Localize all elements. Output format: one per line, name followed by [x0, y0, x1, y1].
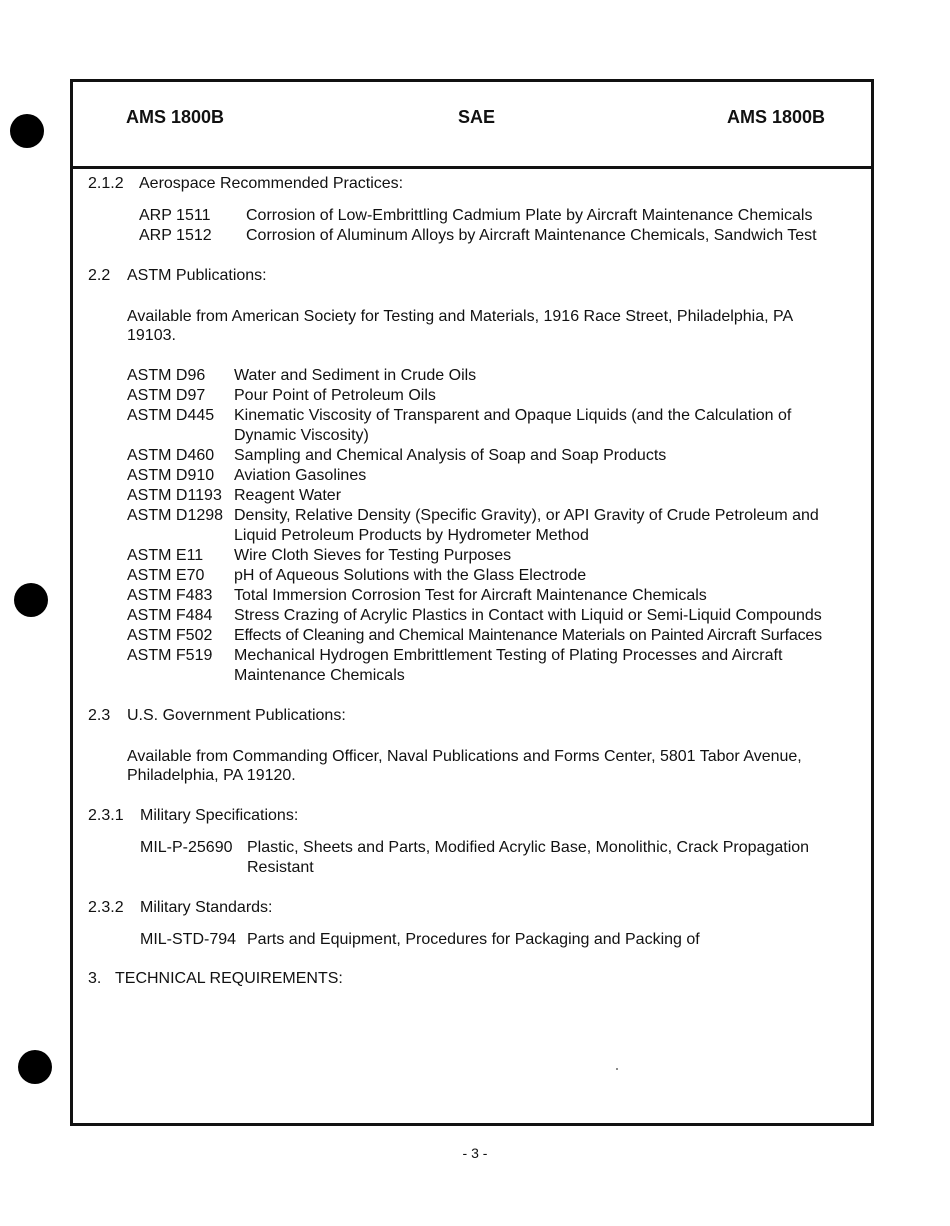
- mil-std-desc: Parts and Equipment, Procedures for Packaging and Packing of: [247, 931, 700, 948]
- section-2-3-2-title: Military Standards:: [140, 899, 273, 916]
- header-doc-id-left: AMS 1800B: [126, 107, 225, 127]
- section-2-3-title: U.S. Government Publications:: [127, 707, 346, 724]
- arp-code: ARP 1511: [139, 207, 211, 224]
- astm-availability-line2: 19103.: [127, 327, 176, 344]
- astm-code: ASTM F483: [127, 587, 213, 604]
- astm-desc: Aviation Gasolines: [234, 467, 367, 484]
- astm-desc: Total Immersion Corrosion Test for Aircraft Maintenance Chemicals: [234, 587, 707, 604]
- astm-code: ASTM D910: [127, 467, 215, 484]
- mil-spec-desc: Plastic, Sheets and Parts, Modified Acrylic Base, Monolithic, Crack Propagation: [247, 839, 810, 856]
- header-org: SAE: [458, 107, 496, 127]
- section-2-1-2-title: Aerospace Recommended Practices:: [139, 175, 404, 192]
- astm-code: ASTM E70: [127, 567, 205, 584]
- mil-spec-desc-continuation: Resistant: [247, 859, 314, 876]
- astm-code: ASTM D96: [127, 367, 206, 384]
- scan-speck: [616, 1068, 618, 1070]
- arp-desc: Corrosion of Low-Embrittling Cadmium Plate by Aircraft Maintenance Chemicals: [246, 207, 813, 224]
- astm-desc-continuation: Dynamic Viscosity): [234, 427, 369, 444]
- arp-desc: Corrosion of Aluminum Alloys by Aircraft Maintenance Chemicals, Sandwich Test: [246, 227, 817, 244]
- section-2-3-1-title: Military Specifications:: [140, 807, 299, 824]
- astm-desc: Pour Point of Petroleum Oils: [234, 387, 436, 404]
- mil-spec-code: MIL-P-25690: [140, 839, 233, 856]
- astm-desc-continuation: Liquid Petroleum Products by Hydrometer Method: [234, 527, 589, 544]
- astm-desc: Stress Crazing of Acrylic Plastics in Contact with Liquid or Semi-Liquid Compounds: [234, 607, 822, 624]
- astm-code: ASTM F519: [127, 647, 213, 664]
- astm-code: ASTM F502: [127, 627, 213, 644]
- header-doc-id-right: AMS 1800B: [727, 107, 826, 127]
- astm-desc: Kinematic Viscosity of Transparent and Opaque Liquids (and the Calculation of: [234, 407, 792, 424]
- binder-hole-bottom: [18, 1050, 52, 1084]
- mil-std-code: MIL-STD-794: [140, 931, 237, 948]
- astm-desc-continuation: Maintenance Chemicals: [234, 667, 405, 684]
- astm-code: ASTM D1298: [127, 507, 224, 524]
- astm-code: ASTM D445: [127, 407, 215, 424]
- section-2-3-1-number: 2.3.1: [88, 807, 124, 824]
- page-number: - 3 -: [462, 1145, 488, 1161]
- section-3-number: 3.: [88, 970, 102, 987]
- astm-desc: Mechanical Hydrogen Embrittlement Testing of Plating Processes and Aircraft: [234, 647, 783, 664]
- astm-desc: Effects of Cleaning and Chemical Maintenance Materials on Painted Aircraft Surfaces: [234, 627, 822, 644]
- astm-desc: pH of Aqueous Solutions with the Glass Electrode: [234, 567, 587, 584]
- astm-desc: Reagent Water: [234, 487, 342, 504]
- section-2-3-2-number: 2.3.2: [88, 899, 124, 916]
- section-2-2-title: ASTM Publications:: [127, 267, 267, 284]
- astm-code: ASTM D97: [127, 387, 206, 404]
- section-2-3-number: 2.3: [88, 707, 111, 724]
- page-header: [73, 82, 871, 169]
- astm-code: ASTM E11: [127, 547, 204, 564]
- astm-desc: Density, Relative Density (Specific Gravity), or API Gravity of Crude Petroleum and: [234, 507, 819, 524]
- astm-code: ASTM D460: [127, 447, 215, 464]
- binder-hole-top: [10, 114, 44, 148]
- gov-availability-line1: Available from Commanding Officer, Naval Publications and Forms Center, 5801 Tabor Avenue,: [127, 748, 802, 765]
- astm-code: ASTM D1193: [127, 487, 222, 504]
- astm-availability-line1: Available from American Society for Testing and Materials, 1916 Race Street, Philadelphia, PA: [127, 308, 794, 325]
- astm-code: ASTM F484: [127, 607, 213, 624]
- section-3-title: TECHNICAL REQUIREMENTS:: [115, 970, 343, 987]
- astm-desc: Water and Sediment in Crude Oils: [234, 367, 477, 384]
- gov-availability-line2: Philadelphia, PA 19120.: [127, 767, 296, 784]
- binder-hole-middle: [14, 583, 48, 617]
- astm-desc: Wire Cloth Sieves for Testing Purposes: [234, 547, 512, 564]
- section-2-1-2-number: 2.1.2: [88, 175, 124, 192]
- astm-desc: Sampling and Chemical Analysis of Soap and Soap Products: [234, 447, 667, 464]
- arp-code: ARP 1512: [139, 227, 212, 244]
- section-2-2-number: 2.2: [88, 267, 111, 284]
